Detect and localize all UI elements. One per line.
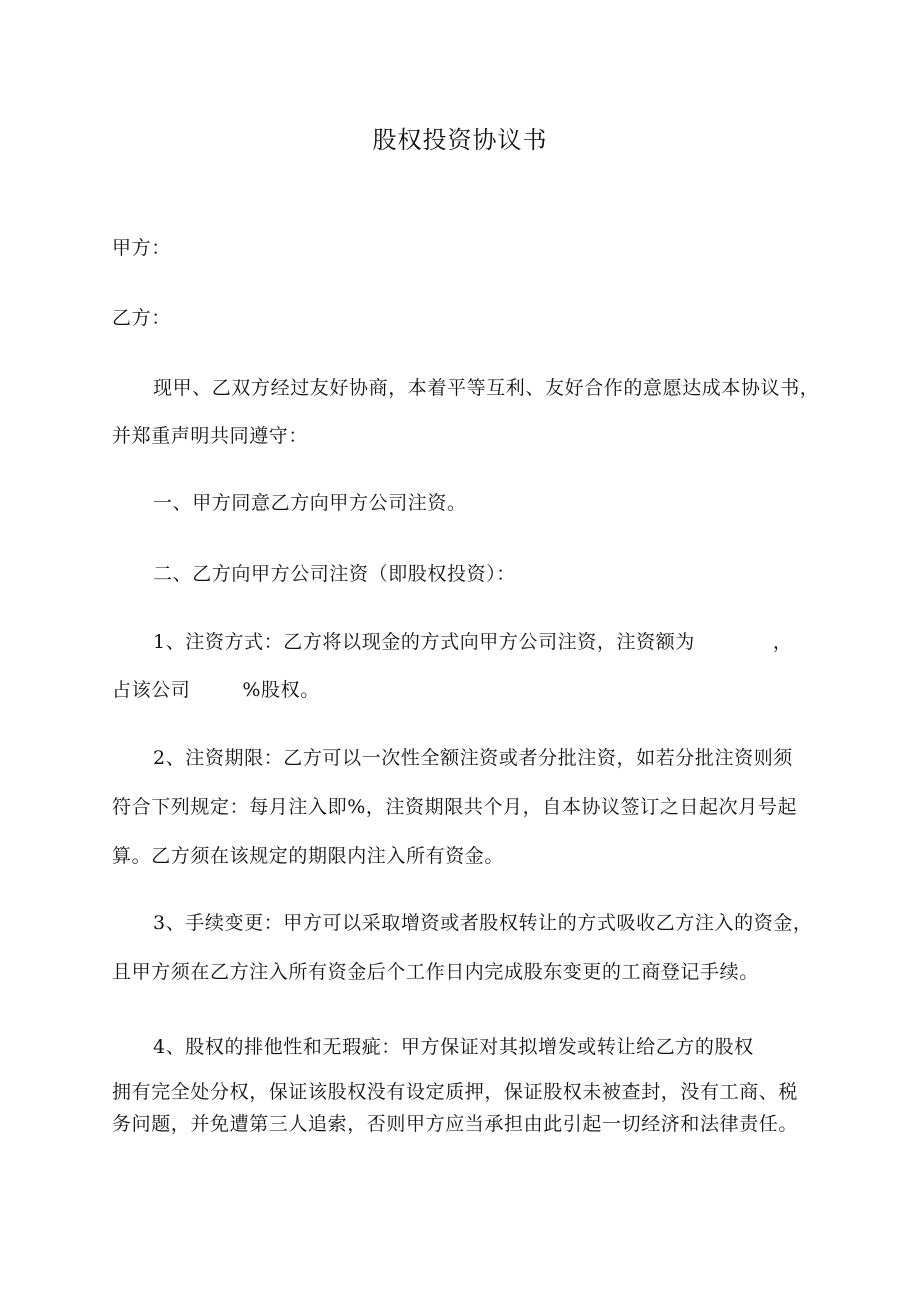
intro-line-1: 现甲、乙双方经过友好协商，本着平等互利、友好合作的意愿达成本协议书， bbox=[153, 377, 820, 399]
party-b-label: 乙方： bbox=[112, 307, 171, 329]
document-title: 股权投资协议书 bbox=[372, 126, 548, 154]
item-2-line-1: 2、注资期限：乙方可以一次性全额注资或者分批注资，如若分批注资则须 bbox=[153, 747, 793, 769]
item-3-line-1: 3、手续变更：甲方可以采取增资或者股权转让的方式吸收乙方注入的资金， bbox=[153, 912, 813, 934]
intro-line-2: 并郑重声明共同遵守： bbox=[112, 425, 309, 447]
item-1-line-1 bbox=[153, 630, 793, 654]
item-4-line-1: 4、股权的排他性和无瑕疵：甲方保证对其拟增发或转让给乙方的股权 bbox=[153, 1036, 754, 1058]
item-1-text-a: 1、注资方式：乙方将以现金的方式向甲方公司注资，注资额为 bbox=[153, 631, 695, 653]
clause-1: 一、甲方同意乙方向甲方公司注资。 bbox=[153, 492, 467, 514]
item-3-line-2: 且甲方须在乙方注入所有资金后个工作日内完成股东变更的工商登记手续。 bbox=[112, 961, 759, 983]
item-4-line-2: 拥有完全处分权，保证该股权没有设定质押，保证股权未被查封，没有工商、税 bbox=[112, 1081, 799, 1103]
item-1-text-b: ， bbox=[772, 631, 793, 653]
party-a-label: 甲方： bbox=[112, 237, 171, 259]
item-4-line-3: 务问题，并免遭第三人追索，否则甲方应当承担由此引起一切经济和法律责任。 bbox=[112, 1113, 799, 1135]
item-2-line-2: 符合下列规定：每月注入即%，注资期限共个月，自本协议签订之日起次月号起 bbox=[112, 796, 798, 818]
item-1-text-d: %股权。 bbox=[242, 679, 320, 701]
item-1-line-2 bbox=[112, 678, 320, 702]
clause-2: 二、乙方向甲方公司注资（即股权投资）： bbox=[153, 563, 516, 585]
item-2-line-3: 算。乙方须在该规定的期限内注入所有资金。 bbox=[112, 845, 505, 867]
item-1-text-c: 占该公司 bbox=[112, 679, 191, 701]
